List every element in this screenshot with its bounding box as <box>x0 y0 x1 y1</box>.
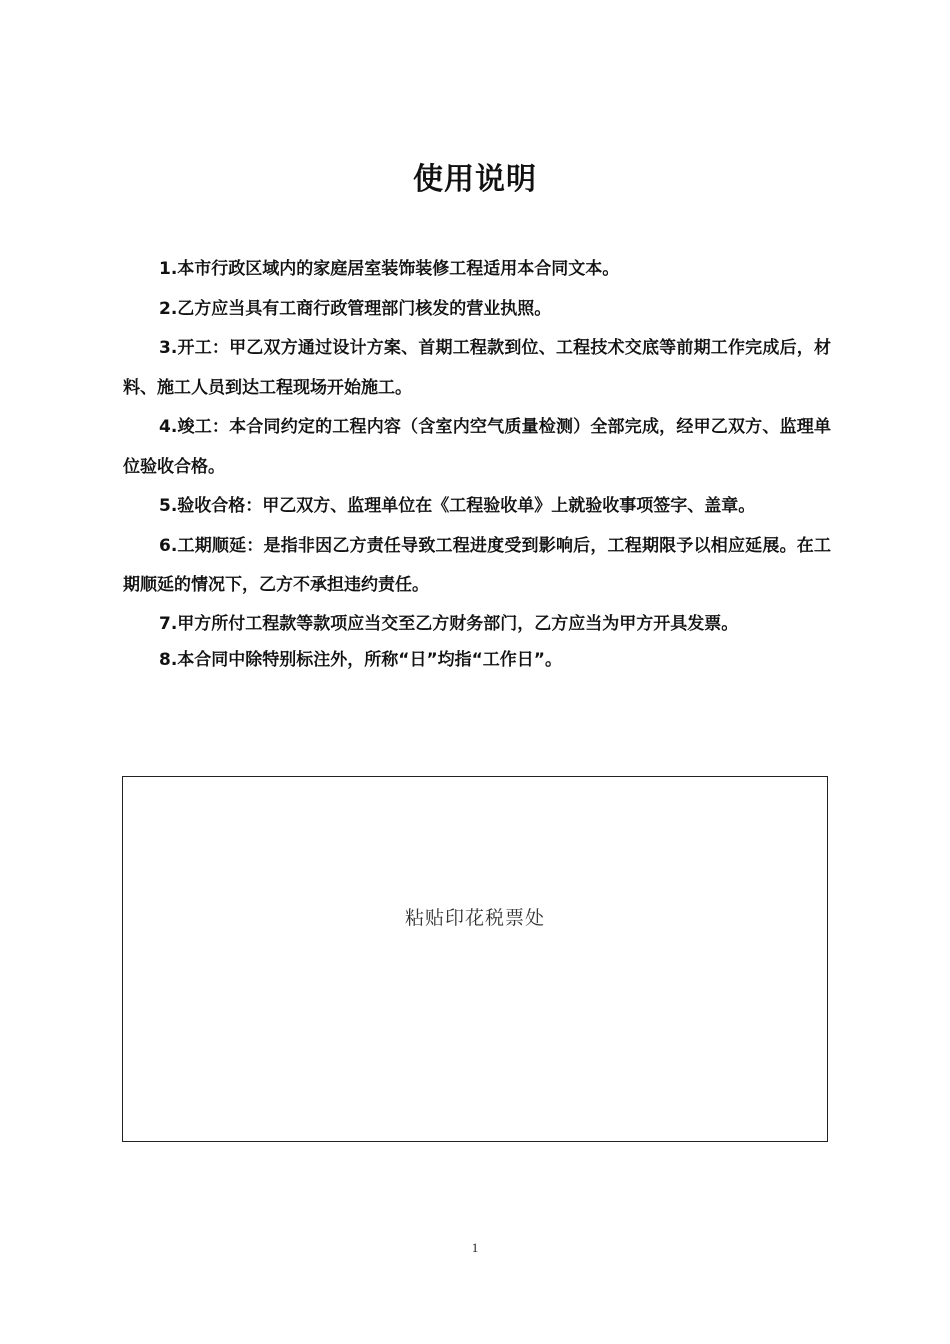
instruction-item-4: 4.竣工：本合同约定的工程内容（含室内空气质量检测）全部完成，经甲乙双方、监理单位验收合格。 <box>123 417 831 477</box>
instruction-item-8: 8.本合同中除特别标注外，所称“日”均指“工作日”。 <box>159 649 562 670</box>
instructions-list <box>123 250 831 678</box>
tax-stamp-box <box>122 776 828 1142</box>
page-title: 使用说明 <box>413 162 537 197</box>
instruction-item-6: 6.工期顺延：是指非因乙方责任导致工程进度受到影响后，工程期限予以相应延展。在工期顺延的情况下，乙方不承担违约责任。 <box>123 535 831 595</box>
instruction-item-2: 2.乙方应当具有工商行政管理部门核发的营业执照。 <box>159 298 552 319</box>
instruction-item-1: 1.本市行政区域内的家庭居室装饰装修工程适用本合同文本。 <box>159 259 620 279</box>
instruction-item-3: 3.开工：甲乙双方通过设计方案、首期工程款到位、工程技术交底等前期工作完成后，材料、施工人员到达工程现场开始施工。 <box>123 338 831 398</box>
instruction-item-7: 7.甲方所付工程款等款项应当交至乙方财务部门，乙方应当为甲方开具发票。 <box>159 613 739 634</box>
page-number: 1 <box>471 1240 479 1255</box>
instruction-item-5: 5.验收合格：甲乙双方、监理单位在《工程验收单》上就验收事项签字、盖章。 <box>159 496 756 516</box>
tax-stamp-label: 粘贴印花税票处 <box>404 907 545 929</box>
